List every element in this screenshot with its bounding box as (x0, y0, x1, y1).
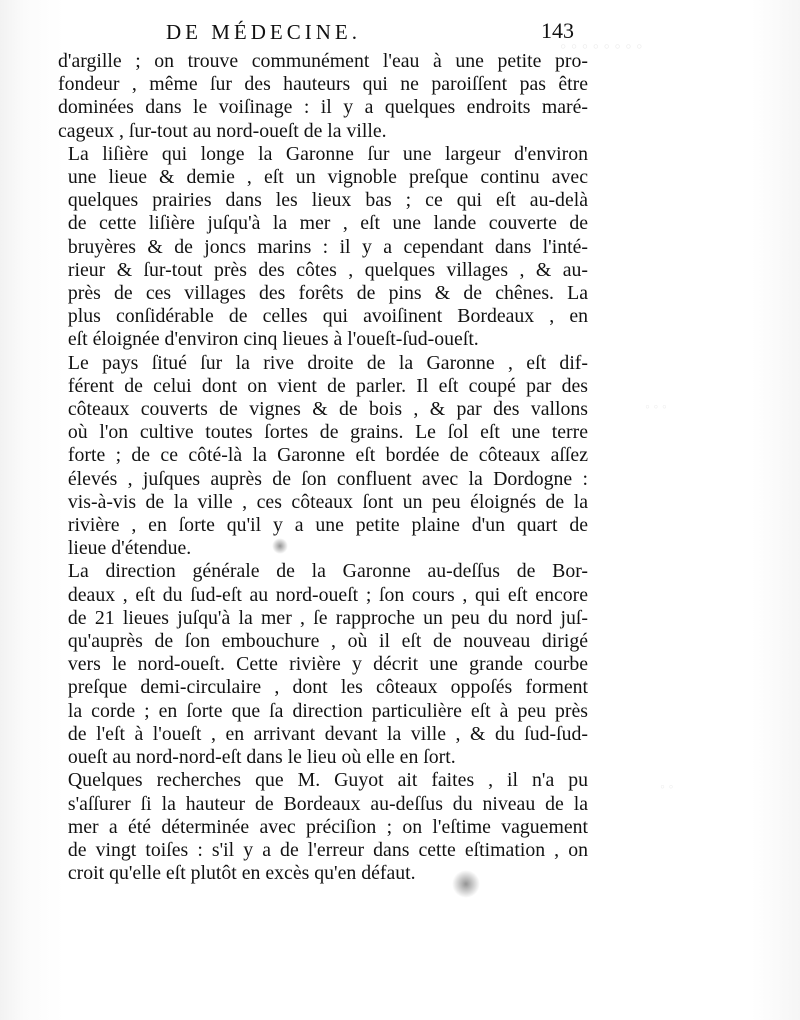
running-title: DE MÉDECINE. (166, 20, 361, 44)
text-line: plus conſidérable de celles qui avoiſinent Bordeaux , en (67, 305, 588, 328)
text-line: près de ces villages des forêts de pins & de chênes. La (67, 282, 588, 305)
text-line: côteaux couverts de vignes & de bois , & par des vallons (67, 398, 588, 421)
text-line: élevés , juſques auprès de ſon confluent avec la Dordogne : (67, 467, 588, 490)
text-line: d'argille ; on trouve communément l'eau à une petite pro- (58, 50, 588, 72)
paragraph-1 (58, 50, 588, 143)
text-line: de 21 lieues juſqu'à la mer , ſe rapproche un peu du nord juſ- (67, 606, 588, 629)
text-line: quelques prairies dans les lieux bas ; ce qui eſt au-delà (67, 189, 588, 212)
text-line: où l'on cultive toutes ſortes de grains. Le ſol eſt une terre (67, 421, 588, 444)
paragraph-3 (58, 352, 588, 561)
text-line: deaux , eſt du ſud-eſt au nord-oueſt ; ſon cours , qui eſt encore (67, 583, 588, 606)
text-line: bruyères & de joncs marins : il y a cependant dans l'inté- (67, 235, 588, 258)
text-line: de vingt toiſes : s'il y a de l'erreur dans cette eſtimation , on (67, 838, 588, 861)
text-line: forte ; de ce côté-là la Garonne eſt bordée de côteaux aſſez (67, 444, 588, 467)
show-through-text: ◦ ◦ ◦ (645, 400, 667, 415)
text-line: vers le nord-oueſt. Cette rivière y décrit une grande courbe (67, 653, 588, 676)
text-line: La liſière qui longe la Garonne ſur une largeur d'environ (67, 142, 588, 165)
text-line: fondeur , même ſur des hauteurs qui ne paroiſſent pas être (58, 73, 588, 96)
text-line: lieue d'étendue. (67, 537, 192, 560)
text-line: croit qu'elle eſt plutôt en excès qu'en défaut. (67, 862, 416, 885)
text-line: vis-à-vis de la ville , ces côteaux ſont un peu éloignés de la (67, 490, 588, 513)
text-line: preſque demi-circulaire , dont les côteaux oppoſés forment (67, 676, 588, 699)
text-line: Le pays ſitué ſur la rive droite de la Garonne , eſt dif- (67, 351, 588, 374)
text-line: la corde ; en ſorte que ſa direction particulière eſt à peu près (67, 699, 588, 722)
ink-spot (452, 870, 480, 898)
text-line: qu'auprès de ſon embouchure , où il eſt de nouveau dirigé (67, 630, 588, 653)
text-line: La direction générale de la Garonne au-deſſus de Bor- (67, 560, 588, 583)
text-line: dominées dans le voiſinage : il y a quelques endroits maré- (58, 96, 588, 119)
show-through-text: ◦ ◦ (660, 780, 674, 795)
text-line: de l'eſt à l'oueſt , en arrivant devant la ville , & du ſud-ſud- (67, 722, 588, 745)
ink-spot (272, 538, 288, 554)
text-line: rieur & ſur-tout près des côtes , quelques villages , & au- (67, 258, 588, 281)
running-head (58, 14, 574, 48)
text-line: Quelques recherches que M. Guyot ait faites , il n'a pu (67, 769, 588, 792)
paragraph-5 (58, 769, 588, 885)
paragraph-2 (58, 143, 588, 352)
text-line: férent de celui dont on vient de parler. Il eſt coupé par des (67, 374, 588, 397)
text-line: cageux , ſur-tout au nord-oueſt de la ville. (58, 119, 387, 142)
page-number: 143 (541, 18, 574, 43)
text-line: une lieue & demie , eſt un vignoble preſque continu avec (67, 166, 588, 189)
paragraph-4 (58, 560, 588, 769)
body-text (58, 50, 588, 885)
text-line: eſt éloignée d'environ cinq lieues à l'oueſt-ſud-oueſt. (67, 328, 479, 351)
show-through-text: ◦ ◦ ◦ ◦ ◦ ◦ ◦ ◦ (560, 36, 643, 56)
text-line: s'aſſurer ſi la hauteur de Bordeaux au-deſſus du niveau de la (67, 792, 588, 815)
text-line: rivière , en ſorte qu'il y a une petite plaine d'un quart de (67, 514, 588, 537)
text-line: de cette liſière juſqu'à la mer , eſt une lande couverte de (67, 212, 588, 235)
text-line: mer a été déterminée avec préciſion ; on l'eſtime vaguement (67, 815, 588, 838)
text-line: oueſt au nord-nord-eſt dans le lieu où elle en ſort. (67, 746, 456, 769)
